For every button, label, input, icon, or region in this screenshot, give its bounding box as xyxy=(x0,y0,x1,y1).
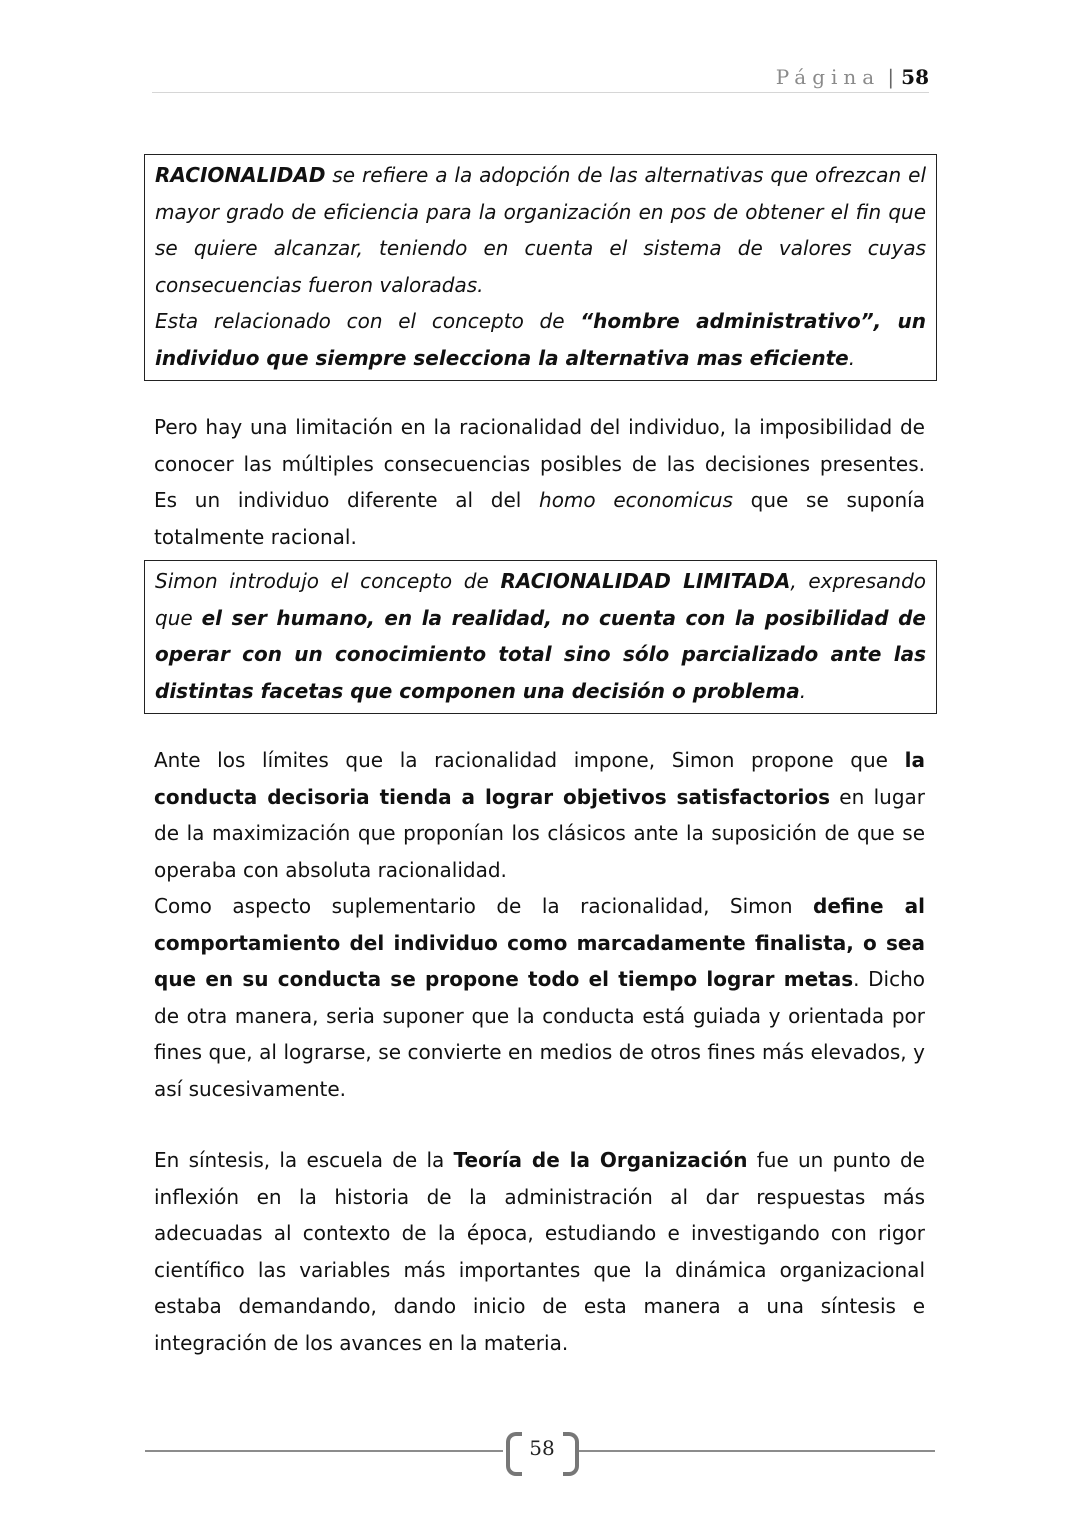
footer-line-right xyxy=(579,1450,935,1452)
paragraph-limites xyxy=(154,742,925,1107)
paragraph-sintesis xyxy=(154,1142,925,1361)
box1-term: RACIONALIDAD xyxy=(155,163,326,187)
definition-box-racionalidad-limitada xyxy=(144,560,937,714)
box2-text-2: , expresando que xyxy=(155,569,926,630)
box2-bold-statement: el ser humano, en la realidad, no cuenta con la posibilidad de operar con un conocimiento total sino sólo parcializado ante las distintas facetas que componen una decisión o problema xyxy=(155,605,926,703)
box1-paragraph-2 xyxy=(155,303,926,376)
para4-text-1: En síntesis, la escuela de la xyxy=(154,1148,454,1172)
footer-page-number: 58 xyxy=(529,1436,555,1460)
para2-bold: la conducta decisoria tienda a lograr objetivos satisfactorios xyxy=(154,748,925,809)
para4-bold: Teoría de la Organización xyxy=(453,1148,748,1172)
box1-text-end: . xyxy=(848,345,856,370)
header-page-number: 58 xyxy=(901,65,929,89)
box1-paragraph-1 xyxy=(155,157,926,303)
box1-text: se refiere a la adopción de las alternativas que ofrezcan el mayor grado de eficiencia para la organización en pos de obtener el fin que se quiere alcanzar, teniendo en cuenta el sistema de valores cuyas consecuencias fueron valoradas. xyxy=(155,163,926,297)
paragraph-limitacion xyxy=(154,409,925,555)
paragraph-1 xyxy=(154,409,925,555)
footer-right-brace xyxy=(563,1432,579,1476)
page-header xyxy=(152,62,929,93)
para1-text-2: que se suponía totalmente racional. xyxy=(154,488,925,549)
box2-paragraph xyxy=(155,563,926,709)
header-separator: | xyxy=(887,65,895,89)
para2-text-2: en lugar de la maximización que proponían los clásicos ante la suposición de que se operaba con absoluta racionalidad. xyxy=(154,784,925,882)
paragraph-2 xyxy=(154,742,925,888)
para3-text-2: . Dicho de otra manera, seria suponer que la conducta está guiada y orientada por fines que, al lograrse, se convierte en medios de otros fines más elevados, y así sucesivamente. xyxy=(154,967,925,1101)
para1-text-1: Pero hay una limitación en la racionalidad del individuo, la imposibilidad de conocer las múltiples consecuencias posibles de las decisiones presentes. Es un individuo diferente al del xyxy=(154,415,925,512)
definition-box-racionalidad xyxy=(144,154,937,381)
box2-text-3: . xyxy=(799,678,807,703)
box1-bold-concept: “hombre administrativo”, un individuo que siempre selecciona la alternativa mas eficiente xyxy=(155,309,926,370)
para3-bold: define al comportamiento del individuo como marcadamente finalista, o sea que en su conducta se propone todo el tiempo lograr metas xyxy=(154,894,925,991)
paragraph-3 xyxy=(154,888,925,1107)
box2-term: RACIONALIDAD LIMITADA xyxy=(500,569,791,593)
footer-line-left xyxy=(145,1450,503,1452)
para2-text-1: Ante los límites que la racionalidad impone, Simon propone que xyxy=(154,748,905,772)
para1-italic-term: homo economicus xyxy=(539,488,733,512)
box1-text-start: Esta relacionado con el concepto de xyxy=(155,309,581,333)
footer-left-brace xyxy=(506,1432,522,1476)
header-page-label: Página xyxy=(775,65,881,89)
page-footer xyxy=(145,1430,935,1474)
para3-text-1: Como aspecto suplementario de la racionalidad, Simon xyxy=(154,894,814,918)
box2-text-1: Simon introdujo el concepto de xyxy=(155,569,501,593)
paragraph-4 xyxy=(154,1142,925,1361)
para4-text-2: fue un punto de inflexión en la historia de la administración al dar respuestas más adecuadas al contexto de la época, estudiando e investigando con rigor científico las variables más importantes que la dinámica organizacional estaba demandando, dando inicio de esta manera a una síntesis e integración de los avances en la materia. xyxy=(154,1148,925,1355)
